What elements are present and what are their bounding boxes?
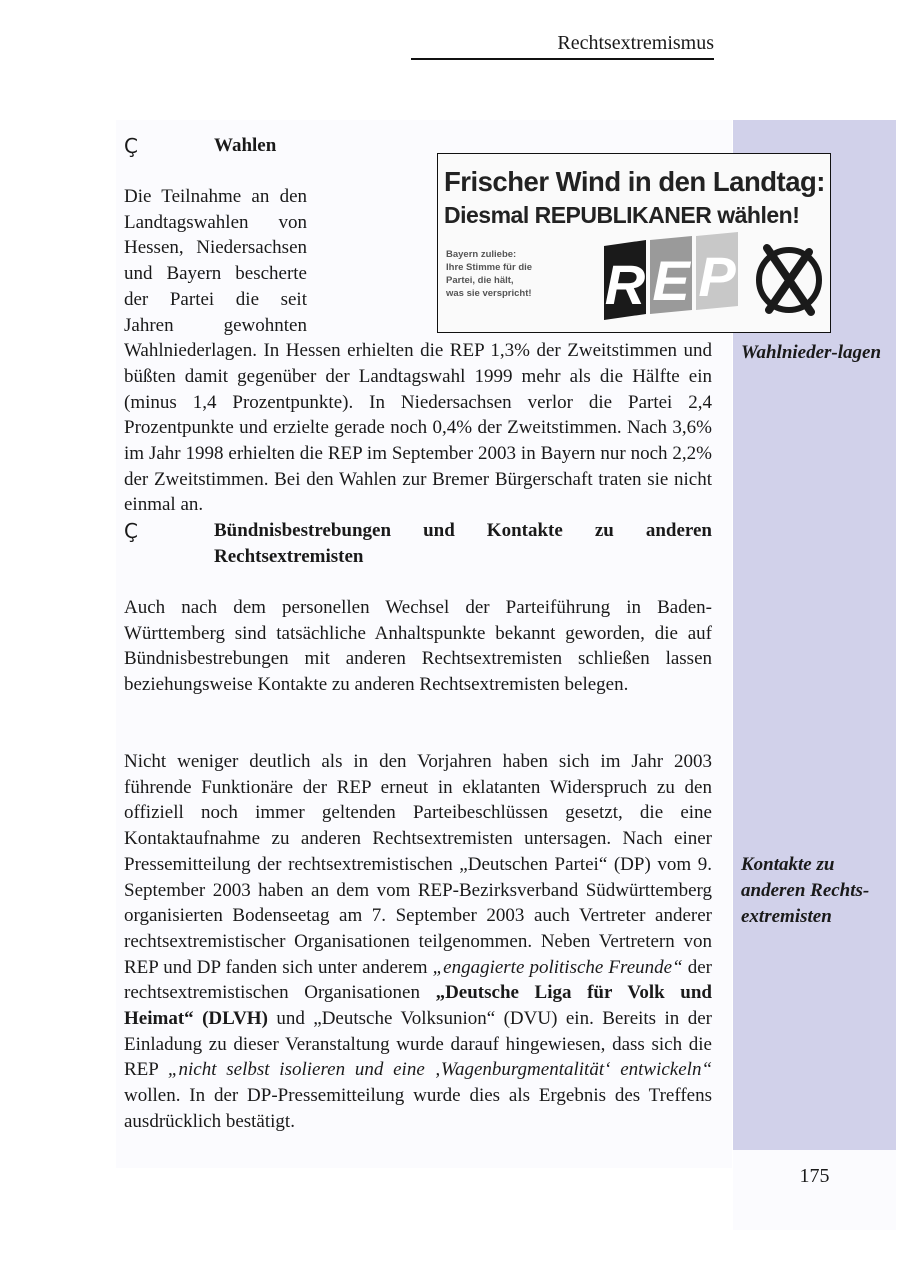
section-title: Bündnisbestrebungen und Kontakte zu anderen Rechtsextremisten — [214, 520, 712, 567]
quote-italic: „nicht selbst isolieren und eine ‚Wagenburgmentalität‘ entwickeln“ — [167, 1059, 713, 1081]
footer-panel — [733, 1150, 896, 1230]
ballot-cross-icon — [753, 240, 825, 318]
section-title: Wahlen — [214, 135, 277, 156]
paragraph-buendnis-2: Nicht weniger deutlich als in den Vorjahren haben sich im Jahr 2003 führende Funktionäre der REP erneut in eklatanten Widerspruch zu den offiziell noch immer geltenden Parteibeschlüssen gesetzt, die eine Kontaktaufnahme zu anderen Rechtsextremisten untersagen. Nach einer Pressemitteilung der rechtsextremistischen „Deutschen Partei“ (DP) vom 9. September 2003 haben an dem vom REP-Bezirksverband Südwürttemberg organisierten Bodenseetag am 7. September 2003 auch Vertreter anderer rechtsextremistischer Organisationen teilgenommen. Neben Vertretern von REP und DP fanden sich unter anderem „engagierte politische Freunde“ der rechtsextremistischen Organisationen „Deutsche Liga für Volk und Heimat“ (DLVH) und „Deutsche Volksunion“ (DVU) ein. Bereits in der Einladung zu dieser Veranstaltung wurde darauf hingewiesen, dass sich die REP „nicht selbst isolieren und eine ‚Wagenburgmentalität‘ entwickeln“ wollen. In der DP-Pressemitteilung wurde dies als Ergebnis des Treffens ausdrücklich bestätigt. — [124, 751, 713, 1132]
bullet-icon: Ç — [124, 134, 138, 158]
margin-note-kontakte: Kontakte zu anderen Rechts-extremisten — [741, 854, 870, 927]
poster-subheadline: Diesmal REPUBLIKANER wählen! — [444, 202, 800, 228]
margin-note-wahlniederlagen: Wahlnieder-lagen — [741, 342, 882, 363]
poster-headline: Frischer Wind in den Landtag: — [444, 166, 825, 197]
organization-name-bold: „Deutsche Liga für Volk und Heimat“ (DLVH) — [124, 982, 712, 1030]
poster-slogan: Bayern zuliebe: Ihre Stimme für die Partei, die hält, was sie verspricht! — [446, 249, 533, 299]
svg-text:P: P — [698, 245, 736, 308]
section-heading-buendnisbestrebungen — [124, 518, 712, 570]
svg-text:E: E — [652, 249, 690, 312]
quote-italic: „engagierte politische Freunde“ — [432, 956, 683, 978]
bullet-icon: Ç — [124, 519, 138, 543]
svg-text:R: R — [604, 253, 646, 316]
paragraph-wahlen: Die Teilnahme an den Landtagswahlen von Hessen, Niedersachsen und Bayern bescherte der Partei die seit Jahren gewohnten Wahlniederlagen. In Hessen erhielten die REP 1,3% der Zweitstimmen und büßten damit gegenüber der Landtagswahl 1999 mehr als die Hälfte ein (minus 1,4 Prozentpunkte). In Niedersachsen verlor die Partei 2,4 Prozentpunkte und erzielte gerade noch 0,4% der Zweitstimmen. Nach 3,6% im Jahr 1998 erhielten die REP im September 2003 in Bayern nur noch 2,2% der Zweitstimmen. Bei den Wahlen zur Bremer Bürgerschaft traten sie nicht einmal an. — [124, 184, 712, 518]
paragraph-buendnis-1: Auch nach dem personellen Wechsel der Parteiführung in Baden-Württemberg sind tatsächliche Anhaltspunkte bekannt geworden, die auf Bündnisbestrebungen mit anderen Rechtsextremisten schließen lassen beziehungsweise Kontakte zu anderen Rechtsextremisten belegen. — [124, 597, 712, 696]
page-number: 175 — [799, 1165, 830, 1187]
running-header: Rechtsextremismus — [411, 32, 714, 60]
poster-float-spacer — [319, 144, 713, 327]
